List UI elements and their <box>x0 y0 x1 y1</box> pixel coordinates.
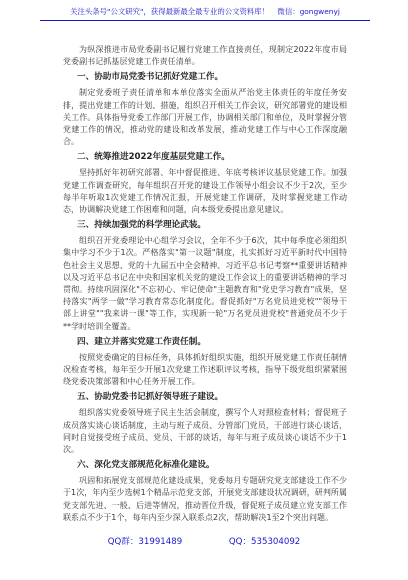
section-paragraph-4: 按照党委确定的目标任务，具体抓好组织实施，组织开展党建工作责任制情况检查考核，每年至少开展1次党建工作述职评议考核，指导下级党组织紧紧围绕党委决策部署和中心任务开展工作。 <box>63 352 347 387</box>
qq-group: QQ群：31991489 <box>107 537 183 547</box>
wechat-id: 微信：gongwenyj <box>277 7 340 16</box>
document-body <box>63 44 347 527</box>
section-title-1: 一、协助市局党委书记抓好党建工作。 <box>77 72 224 83</box>
promo-header <box>40 6 370 21</box>
section-paragraph-2: 坚持抓好年初研究部署、年中督促推进、年底考核评议基层党建工作。加强党建工作调查研究，每年组织召开党的建设工作领导小组会议不少于2次，至少每半年听取1次党建工作情况汇报，开展党建工作调研，及时掌握党建工作动态，协调解决党建工作困难和问题，向本级党委提出意见建议。 <box>63 168 347 215</box>
promo-text: 关注头条号"公文研究"，获得最新最全最专业的公文资料库！ <box>70 7 270 16</box>
section-title-3: 三、持续加强党的科学理论武装。 <box>77 220 206 231</box>
section-paragraph-1: 制定党委班子责任清单和本单位落实全面从严治党主体责任的年度任务安排，提出党建工作的计划、措施，组织召开相关工作会议，研究部署党的建设相关工作。具体指导党委工作部门开展工作，协调相关部门和单位，及时掌握分管党建工作的情况，推动党的建设和改革发展，推动党建工作与中心工作深度融合。 <box>63 88 347 147</box>
section-paragraph-5: 组织落实党委领导班子民主生活会制度，撰写个人对照检查材料；督促班子成员落实谈心谈话制度，主动与班子成员、分管部门党员，干部进行谈心谈话，同时自觉接受班子成员、党员、干部的谈话，每年与班子成员谈心谈话不少于1次。 <box>63 408 347 455</box>
section-paragraph-6: 巩固和拓展党支部规范化建设成果，党委每月专题研究党支部建设工作不少于1次，年内至少选树1个精品示范党支部，开展党支部建设状况调研，研判所属党支部先进、一般、后进等情况，推动晋位升级，督促班子成员建立党支部工作联系点不少于1个，每年内至少深入联系点2次，帮助解决1至2个突出问题。 <box>63 476 347 522</box>
section-title-5: 五、协助党委书记抓好领导班子建设。 <box>77 392 224 403</box>
section-paragraph-3: 组织召开党委理论中心组学习会议，全年不少于6次，其中每季度必须组织集中学习不少于1次。严格落实"第一议题"制度，扎实抓好习近平新时代中国特色社会主义思想、党的十九届五中全会精神、习近平总书记考察**重要讲话精神以及习近平总书记在中央和国家机关党的建设工作会议上的重要讲话精神的学习贯彻。持续巩固深化"不忘初心、牢记使命"主题教育和"党史学习教育"成果，坚持落实"两学一做"学习教育常态化制度化。督促抓好"万名党员进党校""领导干部上讲堂""我来讲一课"等工作，实现新一轮"万名党员进党校"普通党员不少于**学时培训全覆盖。 <box>63 236 347 331</box>
section-title-2: 二、统筹推进2022年度基层党建工作。 <box>77 152 230 163</box>
section-title-4: 四、建立并落实党建工作责任制。 <box>77 336 206 347</box>
intro-paragraph: 为纵深推进市局党委副书记履行党建工作直接责任，现制定2022年度市局党委副书记抓基层党建工作责任清单。 <box>63 45 347 67</box>
contact-footer <box>0 535 408 547</box>
section-title-6: 六、深化党支部规范化标准化建设。 <box>77 460 215 471</box>
qq-number: QQ：535304092 <box>228 537 301 547</box>
